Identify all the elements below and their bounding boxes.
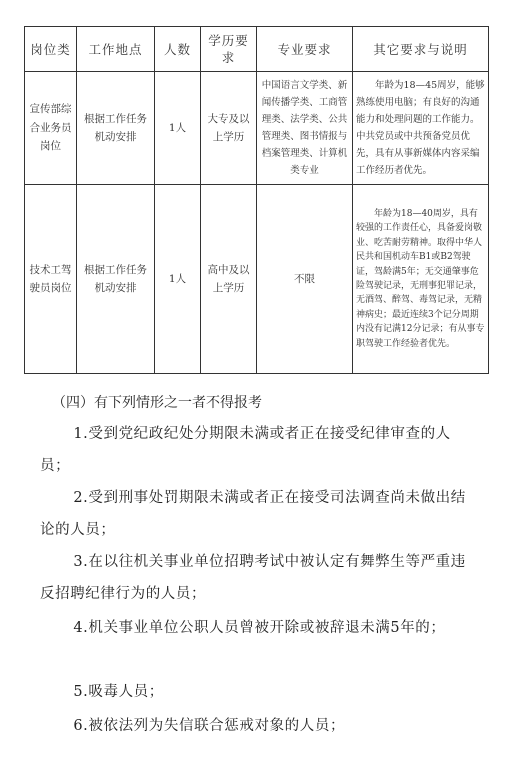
table-row [25, 72, 489, 185]
list-item: 2.受到刑事处罚期限未满或者正在接受司法调查尚未做出结论的人员； [40, 490, 466, 538]
list-item: 1.受到党纪政纪处分期限未满或者正在接受纪律审查的人员； [40, 426, 451, 474]
cell-location: 根据工作任务机动安排 [77, 185, 155, 374]
cell-major: 不限 [257, 185, 353, 374]
cell-count: 1人 [155, 72, 201, 185]
header-position: 岗位类 [25, 27, 77, 72]
list-item: 6.被依法列为失信联合惩戒对象的人员； [73, 718, 346, 734]
cell-other: 年龄为18—45周岁，能够熟练使用电脑；有良好的沟通能力和处理问题的工作能力。中共党员或中共预备党员优先，具有从事新媒体内容采编工作经历者优先。 [353, 72, 489, 185]
cell-location: 根据工作任务机动安排 [77, 72, 155, 185]
header-education: 学历要求 [201, 27, 257, 72]
cell-position: 技术工驾驶员岗位 [25, 185, 77, 374]
table-row [25, 185, 489, 374]
cell-other: 年龄为18—40周岁，具有较强的工作责任心，具备爱岗敬业、吃苦耐劳精神。取得中华人民共和国机动车B1或B2驾驶证，驾龄满5年；无交通肇事危险驾驶记录，无刑事犯罪记录，无酒驾、醉驾、毒驾记录，无精神病史；最近连续3个记分周期内没有记满12分记录；有从事专职驾驶工作经验者优先。 [353, 185, 489, 374]
header-other: 其它要求与说明 [353, 27, 489, 72]
cell-position: 宣传部综合业务员岗位 [25, 72, 77, 185]
cell-education: 高中及以上学历 [201, 185, 257, 374]
table-header-row [25, 27, 489, 72]
cell-count: 1人 [155, 185, 201, 374]
header-location: 工作地点 [77, 27, 155, 72]
header-count: 人数 [155, 27, 201, 72]
cell-education: 大专及以上学历 [201, 72, 257, 185]
cell-major: 中国语言文学类、新闻传播学类、工商管理类、法学类、公共管理类、图书情报与档案管理类、计算机类专业 [257, 72, 353, 185]
header-major: 专业要求 [257, 27, 353, 72]
list-item: 3.在以往机关事业单位招聘考试中被认定有舞弊生等严重违反招聘纪律行为的人员； [40, 554, 466, 602]
section-title: （四）有下列情形之一者不得报考 [52, 395, 262, 411]
job-table [24, 26, 489, 374]
list-item: 5.吸毒人员； [73, 684, 164, 700]
list-item: 4.机关事业单位公职人员曾被开除或被辞退未满5年的； [73, 620, 446, 636]
